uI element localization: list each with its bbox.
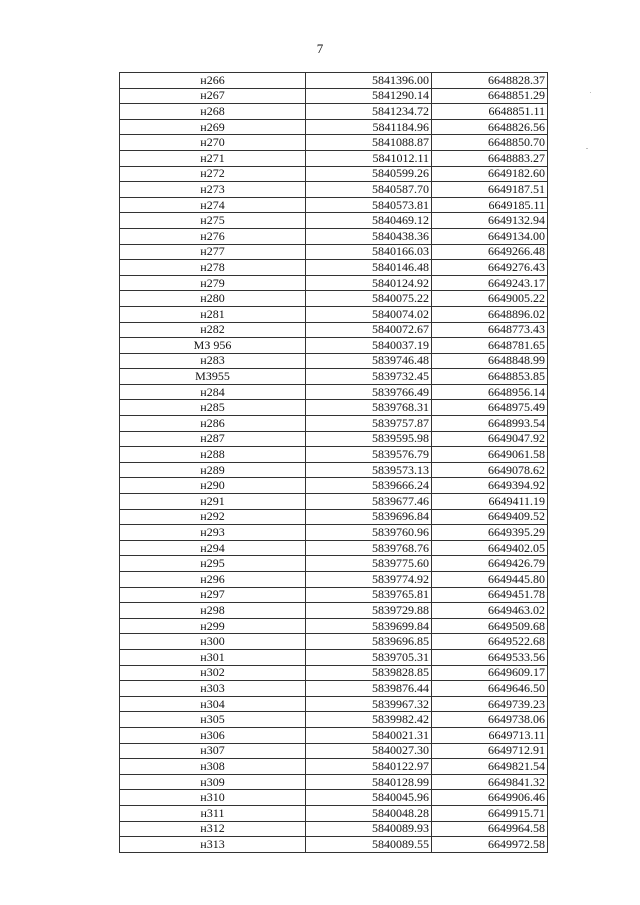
y-coordinate-cell: 6649182.60 <box>432 166 548 182</box>
point-name-cell: н294 <box>120 540 306 556</box>
y-coordinate-cell: 6649078.62 <box>432 462 548 478</box>
y-coordinate-cell: 6649185.11 <box>432 197 548 213</box>
y-coordinate-cell: 6649646.50 <box>432 681 548 697</box>
x-coordinate-cell: 5839876.44 <box>306 681 432 697</box>
y-coordinate-cell: 6649915.71 <box>432 805 548 821</box>
x-coordinate-cell: 5840074.02 <box>306 306 432 322</box>
table-row <box>120 135 548 151</box>
table-row <box>120 665 548 681</box>
x-coordinate-cell: 5840027.30 <box>306 743 432 759</box>
x-coordinate-cell: 5839757.87 <box>306 416 432 432</box>
y-coordinate-cell: 6648851.29 <box>432 88 548 104</box>
point-name-cell: МЗ 956 <box>120 338 306 354</box>
y-coordinate-cell: 6648993.54 <box>432 416 548 432</box>
table-row <box>120 182 548 198</box>
point-name-cell: н284 <box>120 384 306 400</box>
y-coordinate-cell: 6649132.94 <box>432 213 548 229</box>
x-coordinate-cell: 5839696.85 <box>306 634 432 650</box>
table-row <box>120 540 548 556</box>
point-name-cell: н304 <box>120 696 306 712</box>
coordinates-table <box>119 72 548 853</box>
y-coordinate-cell: 6649463.02 <box>432 603 548 619</box>
table-row <box>120 743 548 759</box>
x-coordinate-cell: 5840128.99 <box>306 774 432 790</box>
y-coordinate-cell: 6649061.58 <box>432 447 548 463</box>
x-coordinate-cell: 5839828.85 <box>306 665 432 681</box>
table-row <box>120 462 548 478</box>
point-name-cell: н302 <box>120 665 306 681</box>
table-row <box>120 494 548 510</box>
point-name-cell: н288 <box>120 447 306 463</box>
x-coordinate-cell: 5840089.93 <box>306 821 432 837</box>
y-coordinate-cell: 6648850.70 <box>432 135 548 151</box>
point-name-cell: МЗ955 <box>120 369 306 385</box>
y-coordinate-cell: 6649738.06 <box>432 712 548 728</box>
y-coordinate-cell: 6649426.79 <box>432 556 548 572</box>
y-coordinate-cell: 6649409.52 <box>432 509 548 525</box>
point-name-cell: н310 <box>120 790 306 806</box>
point-name-cell: н266 <box>120 73 306 89</box>
x-coordinate-cell: 5839699.84 <box>306 618 432 634</box>
point-name-cell: н290 <box>120 478 306 494</box>
x-coordinate-cell: 5839775.60 <box>306 556 432 572</box>
table-row <box>120 837 548 853</box>
table-row <box>120 572 548 588</box>
point-name-cell: н272 <box>120 166 306 182</box>
point-name-cell: н268 <box>120 104 306 120</box>
table-row <box>120 150 548 166</box>
y-coordinate-cell: 6648883.27 <box>432 150 548 166</box>
point-name-cell: н309 <box>120 774 306 790</box>
table-row <box>120 431 548 447</box>
x-coordinate-cell: 5839677.46 <box>306 494 432 510</box>
y-coordinate-cell: 6649522.68 <box>432 634 548 650</box>
table-row <box>120 447 548 463</box>
point-name-cell: н280 <box>120 291 306 307</box>
y-coordinate-cell: 6649609.17 <box>432 665 548 681</box>
point-name-cell: н313 <box>120 837 306 853</box>
table-row <box>120 587 548 603</box>
x-coordinate-cell: 5841396.00 <box>306 73 432 89</box>
table-row <box>120 197 548 213</box>
table-row <box>120 681 548 697</box>
x-coordinate-cell: 5840048.28 <box>306 805 432 821</box>
point-name-cell: н293 <box>120 525 306 541</box>
table-row <box>120 369 548 385</box>
point-name-cell: н270 <box>120 135 306 151</box>
y-coordinate-cell: 6649047.92 <box>432 431 548 447</box>
table-row <box>120 416 548 432</box>
point-name-cell: н281 <box>120 306 306 322</box>
table-row <box>120 384 548 400</box>
table-row <box>120 790 548 806</box>
point-name-cell: н279 <box>120 275 306 291</box>
x-coordinate-cell: 5840037.19 <box>306 338 432 354</box>
table-row <box>120 338 548 354</box>
table-row <box>120 306 548 322</box>
table-row <box>120 228 548 244</box>
y-coordinate-cell: 6649266.48 <box>432 244 548 260</box>
page-number: 7 <box>316 41 324 56</box>
x-coordinate-cell: 5839573.13 <box>306 462 432 478</box>
table-row <box>120 821 548 837</box>
point-name-cell: н303 <box>120 681 306 697</box>
y-coordinate-cell: 6649509.68 <box>432 618 548 634</box>
y-coordinate-cell: 6649395.29 <box>432 525 548 541</box>
point-name-cell: н289 <box>120 462 306 478</box>
point-name-cell: н283 <box>120 353 306 369</box>
y-coordinate-cell: 6649394.92 <box>432 478 548 494</box>
point-name-cell: н301 <box>120 649 306 665</box>
point-name-cell: н300 <box>120 634 306 650</box>
x-coordinate-cell: 5839576.79 <box>306 447 432 463</box>
x-coordinate-cell: 5840045.96 <box>306 790 432 806</box>
point-name-cell: н308 <box>120 759 306 775</box>
point-name-cell: н311 <box>120 805 306 821</box>
table-row <box>120 805 548 821</box>
table-row <box>120 73 548 89</box>
y-coordinate-cell: 6649445.80 <box>432 572 548 588</box>
y-coordinate-cell: 6649906.46 <box>432 790 548 806</box>
table-row <box>120 88 548 104</box>
y-coordinate-cell: 6649134.00 <box>432 228 548 244</box>
x-coordinate-cell: 5840146.48 <box>306 260 432 276</box>
x-coordinate-cell: 5840075.22 <box>306 291 432 307</box>
table-row <box>120 774 548 790</box>
y-coordinate-cell: 6649411.19 <box>432 494 548 510</box>
table-row <box>120 556 548 572</box>
y-coordinate-cell: 6649276.43 <box>432 260 548 276</box>
point-name-cell: н305 <box>120 712 306 728</box>
x-coordinate-cell: 5839774.92 <box>306 572 432 588</box>
y-coordinate-cell: 6648853.85 <box>432 369 548 385</box>
y-coordinate-cell: 6649713.11 <box>432 727 548 743</box>
x-coordinate-cell: 5840122.97 <box>306 759 432 775</box>
y-coordinate-cell: 6649005.22 <box>432 291 548 307</box>
x-coordinate-cell: 5839732.45 <box>306 369 432 385</box>
point-name-cell: н295 <box>120 556 306 572</box>
y-coordinate-cell: 6649739.23 <box>432 696 548 712</box>
y-coordinate-cell: 6648851.11 <box>432 104 548 120</box>
point-name-cell: н287 <box>120 431 306 447</box>
y-coordinate-cell: 6648828.37 <box>432 73 548 89</box>
x-coordinate-cell: 5840469.12 <box>306 213 432 229</box>
x-coordinate-cell: 5839768.31 <box>306 400 432 416</box>
point-name-cell: н296 <box>120 572 306 588</box>
table-row <box>120 603 548 619</box>
table-row <box>120 322 548 338</box>
x-coordinate-cell: 5839982.42 <box>306 712 432 728</box>
x-coordinate-cell: 5840166.03 <box>306 244 432 260</box>
table-row <box>120 260 548 276</box>
x-coordinate-cell: 5840573.81 <box>306 197 432 213</box>
point-name-cell: н273 <box>120 182 306 198</box>
point-name-cell: н278 <box>120 260 306 276</box>
y-coordinate-cell: 6648773.43 <box>432 322 548 338</box>
x-coordinate-cell: 5839768.76 <box>306 540 432 556</box>
table-row <box>120 618 548 634</box>
x-coordinate-cell: 5839746.48 <box>306 353 432 369</box>
y-coordinate-cell: 6649821.54 <box>432 759 548 775</box>
point-name-cell: н276 <box>120 228 306 244</box>
y-coordinate-cell: 6649964.58 <box>432 821 548 837</box>
coordinates-table-body <box>120 73 548 853</box>
scan-speck <box>590 92 591 93</box>
y-coordinate-cell: 6649972.58 <box>432 837 548 853</box>
x-coordinate-cell: 5841184.96 <box>306 119 432 135</box>
x-coordinate-cell: 5841234.72 <box>306 104 432 120</box>
x-coordinate-cell: 5839729.88 <box>306 603 432 619</box>
point-name-cell: н286 <box>120 416 306 432</box>
x-coordinate-cell: 5841012.11 <box>306 150 432 166</box>
y-coordinate-cell: 6649533.56 <box>432 649 548 665</box>
y-coordinate-cell: 6649402.05 <box>432 540 548 556</box>
x-coordinate-cell: 5841290.14 <box>306 88 432 104</box>
table-row <box>120 353 548 369</box>
point-name-cell: н277 <box>120 244 306 260</box>
table-row <box>120 696 548 712</box>
table-row <box>120 244 548 260</box>
y-coordinate-cell: 6648975.49 <box>432 400 548 416</box>
scan-speck <box>586 148 588 149</box>
point-name-cell: н292 <box>120 509 306 525</box>
y-coordinate-cell: 6649712.91 <box>432 743 548 759</box>
x-coordinate-cell: 5839705.31 <box>306 649 432 665</box>
x-coordinate-cell: 5839696.84 <box>306 509 432 525</box>
x-coordinate-cell: 5840072.67 <box>306 322 432 338</box>
x-coordinate-cell: 5840587.70 <box>306 182 432 198</box>
point-name-cell: н285 <box>120 400 306 416</box>
y-coordinate-cell: 6649841.32 <box>432 774 548 790</box>
x-coordinate-cell: 5839760.96 <box>306 525 432 541</box>
point-name-cell: н298 <box>120 603 306 619</box>
y-coordinate-cell: 6649451.78 <box>432 587 548 603</box>
point-name-cell: н275 <box>120 213 306 229</box>
point-name-cell: н306 <box>120 727 306 743</box>
x-coordinate-cell: 5840599.26 <box>306 166 432 182</box>
table-row <box>120 213 548 229</box>
point-name-cell: н271 <box>120 150 306 166</box>
table-row <box>120 400 548 416</box>
x-coordinate-cell: 5839766.49 <box>306 384 432 400</box>
table-row <box>120 275 548 291</box>
point-name-cell: н274 <box>120 197 306 213</box>
table-row <box>120 525 548 541</box>
point-name-cell: н299 <box>120 618 306 634</box>
table-row <box>120 166 548 182</box>
table-row <box>120 759 548 775</box>
x-coordinate-cell: 5841088.87 <box>306 135 432 151</box>
x-coordinate-cell: 5840089.55 <box>306 837 432 853</box>
table-row <box>120 727 548 743</box>
x-coordinate-cell: 5839666.24 <box>306 478 432 494</box>
table-row <box>120 291 548 307</box>
x-coordinate-cell: 5839967.32 <box>306 696 432 712</box>
point-name-cell: н291 <box>120 494 306 510</box>
y-coordinate-cell: 6648896.02 <box>432 306 548 322</box>
x-coordinate-cell: 5839595.98 <box>306 431 432 447</box>
table-row <box>120 634 548 650</box>
point-name-cell: н312 <box>120 821 306 837</box>
y-coordinate-cell: 6648956.14 <box>432 384 548 400</box>
y-coordinate-cell: 6648781.65 <box>432 338 548 354</box>
y-coordinate-cell: 6648848.99 <box>432 353 548 369</box>
x-coordinate-cell: 5840124.92 <box>306 275 432 291</box>
table-row <box>120 104 548 120</box>
point-name-cell: н282 <box>120 322 306 338</box>
table-row <box>120 509 548 525</box>
point-name-cell: н297 <box>120 587 306 603</box>
table-row <box>120 478 548 494</box>
point-name-cell: н269 <box>120 119 306 135</box>
table-row <box>120 649 548 665</box>
y-coordinate-cell: 6649243.17 <box>432 275 548 291</box>
x-coordinate-cell: 5840021.31 <box>306 727 432 743</box>
y-coordinate-cell: 6648826.56 <box>432 119 548 135</box>
x-coordinate-cell: 5839765.81 <box>306 587 432 603</box>
table-row <box>120 119 548 135</box>
y-coordinate-cell: 6649187.51 <box>432 182 548 198</box>
table-row <box>120 712 548 728</box>
x-coordinate-cell: 5840438.36 <box>306 228 432 244</box>
point-name-cell: н267 <box>120 88 306 104</box>
point-name-cell: н307 <box>120 743 306 759</box>
